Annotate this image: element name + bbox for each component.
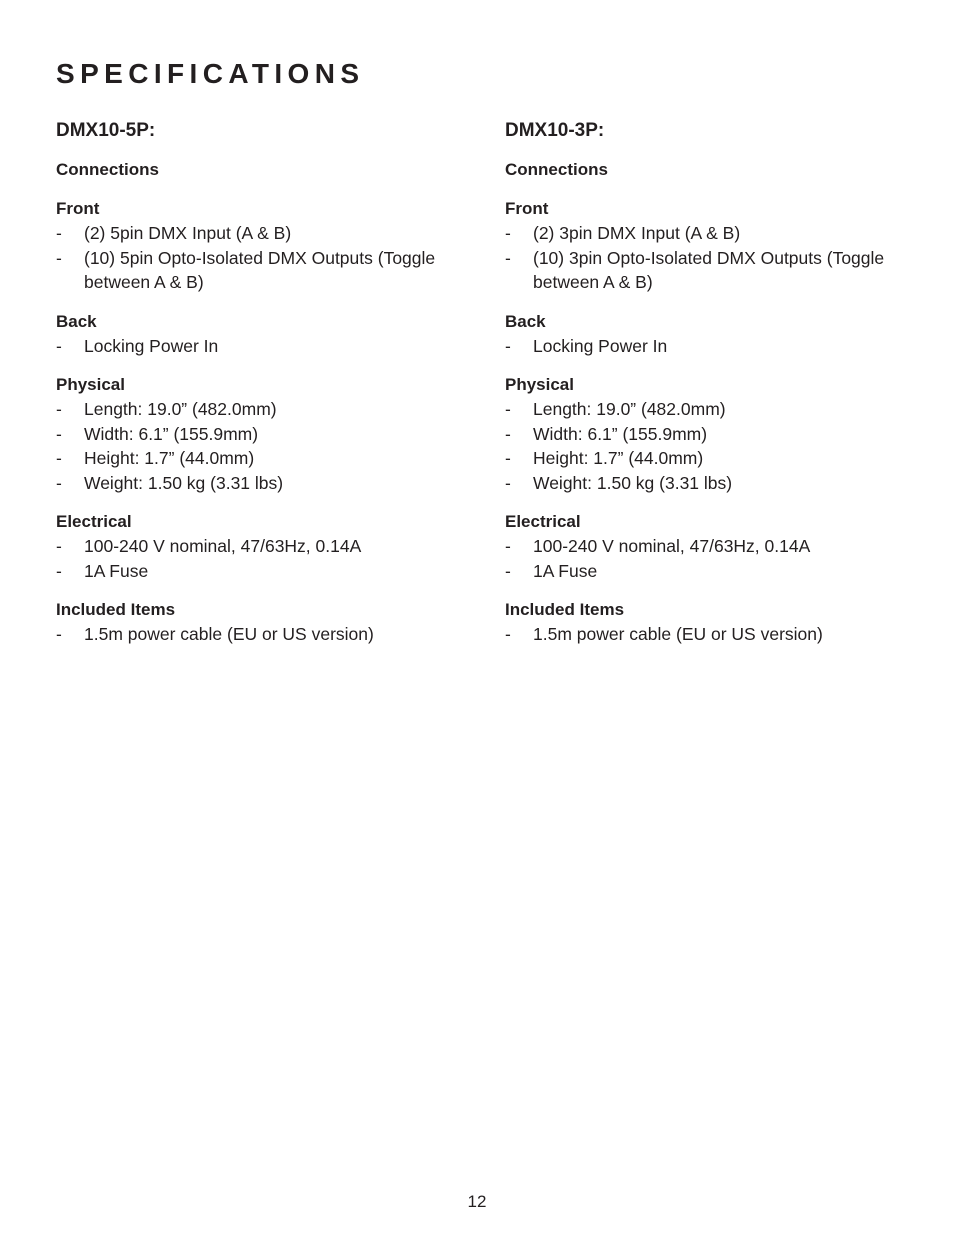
list-item [56,221,476,246]
dash-bullet: - [56,223,62,243]
list-item [505,446,925,471]
electrical-heading: Electrical [505,512,581,531]
dash-bullet: - [505,560,511,581]
dash-bullet: - [505,448,511,468]
list-item [56,397,476,422]
physical-heading: Physical [505,375,574,394]
list-item-text: (2) 3pin DMX Input (A & B) [533,223,741,243]
list-item-text: Width: 6.1” (155.9mm) [533,423,708,444]
front-list [56,221,476,295]
list-item [505,471,925,496]
included-items-heading: Included Items [56,600,176,619]
list-item [505,534,925,559]
list-item [505,422,925,447]
list-item-text: Length: 19.0” (482.0mm) [533,399,726,419]
dash-bullet: - [505,624,511,644]
list-item-text: Locking Power In [533,335,668,356]
list-item [505,397,925,422]
list-item [505,246,925,295]
list-item-text: Height: 1.7” (44.0mm) [533,448,704,468]
dash-bullet: - [56,624,62,644]
model-title: DMX10-3P: [505,120,605,141]
page-number: 12 [467,1192,487,1211]
list-item-text: 100-240 V nominal, 47/63Hz, 0.14A [84,536,362,556]
dash-bullet: - [505,536,511,556]
dash-bullet: - [505,335,511,356]
list-item-text: 1A Fuse [533,560,598,581]
connections-heading: Connections [56,160,159,179]
list-item [56,246,476,295]
list-item-text: (10) 5pin Opto-Isolated DMX Outputs (Toggle between A & B) [84,247,436,292]
list-item [56,446,476,471]
physical-heading: Physical [56,375,125,394]
dash-bullet: - [505,423,511,444]
front-heading: Front [56,199,100,218]
dash-bullet: - [505,247,511,268]
back-list [56,334,476,359]
dash-bullet: - [56,536,62,556]
spec-column-dmx10-5p [56,117,476,647]
list-item [56,422,476,447]
list-item-text: Width: 6.1” (155.9mm) [84,423,259,444]
list-item [56,471,476,496]
dash-bullet: - [56,335,62,356]
included-items-list [505,622,925,647]
list-item-text: 1.5m power cable (EU or US version) [84,624,374,644]
dash-bullet: - [56,448,62,468]
dash-bullet: - [56,399,62,419]
connections-heading: Connections [505,160,608,179]
front-list [505,221,925,295]
physical-list [505,397,925,495]
back-list [505,334,925,359]
front-heading: Front [505,199,549,218]
electrical-heading: Electrical [56,512,132,531]
list-item-text: (10) 3pin Opto-Isolated DMX Outputs (Toggle between A & B) [533,247,885,292]
list-item-text: Height: 1.7” (44.0mm) [84,448,255,468]
list-item-text: Length: 19.0” (482.0mm) [84,399,277,419]
dash-bullet: - [505,472,511,493]
dash-bullet: - [56,472,62,493]
spec-column-dmx10-3p [505,117,925,647]
included-items-heading: Included Items [505,600,625,619]
list-item [56,622,476,647]
model-title: DMX10-5P: [56,120,156,141]
list-item [505,622,925,647]
dash-bullet: - [505,399,511,419]
physical-list [56,397,476,495]
dash-bullet: - [505,223,511,243]
dash-bullet: - [56,423,62,444]
list-item [505,334,925,359]
dash-bullet: - [56,560,62,581]
list-item-text: Weight: 1.50 kg (3.31 lbs) [533,472,733,493]
list-item-text: 1A Fuse [84,560,149,581]
electrical-list [56,534,476,583]
list-item-text: Weight: 1.50 kg (3.31 lbs) [84,472,284,493]
list-item [505,221,925,246]
back-heading: Back [505,311,546,331]
list-item-text: (2) 5pin DMX Input (A & B) [84,223,292,243]
electrical-list [505,534,925,583]
list-item [56,534,476,559]
list-item-text: 100-240 V nominal, 47/63Hz, 0.14A [533,536,811,556]
list-item [505,559,925,584]
list-item-text: 1.5m power cable (EU or US version) [533,624,823,644]
dash-bullet: - [56,247,62,268]
list-item [56,334,476,359]
page-title: SPECIFICATIONS [56,58,365,89]
back-heading: Back [56,311,97,331]
list-item [56,559,476,584]
list-item-text: Locking Power In [84,335,219,356]
included-items-list [56,622,476,647]
